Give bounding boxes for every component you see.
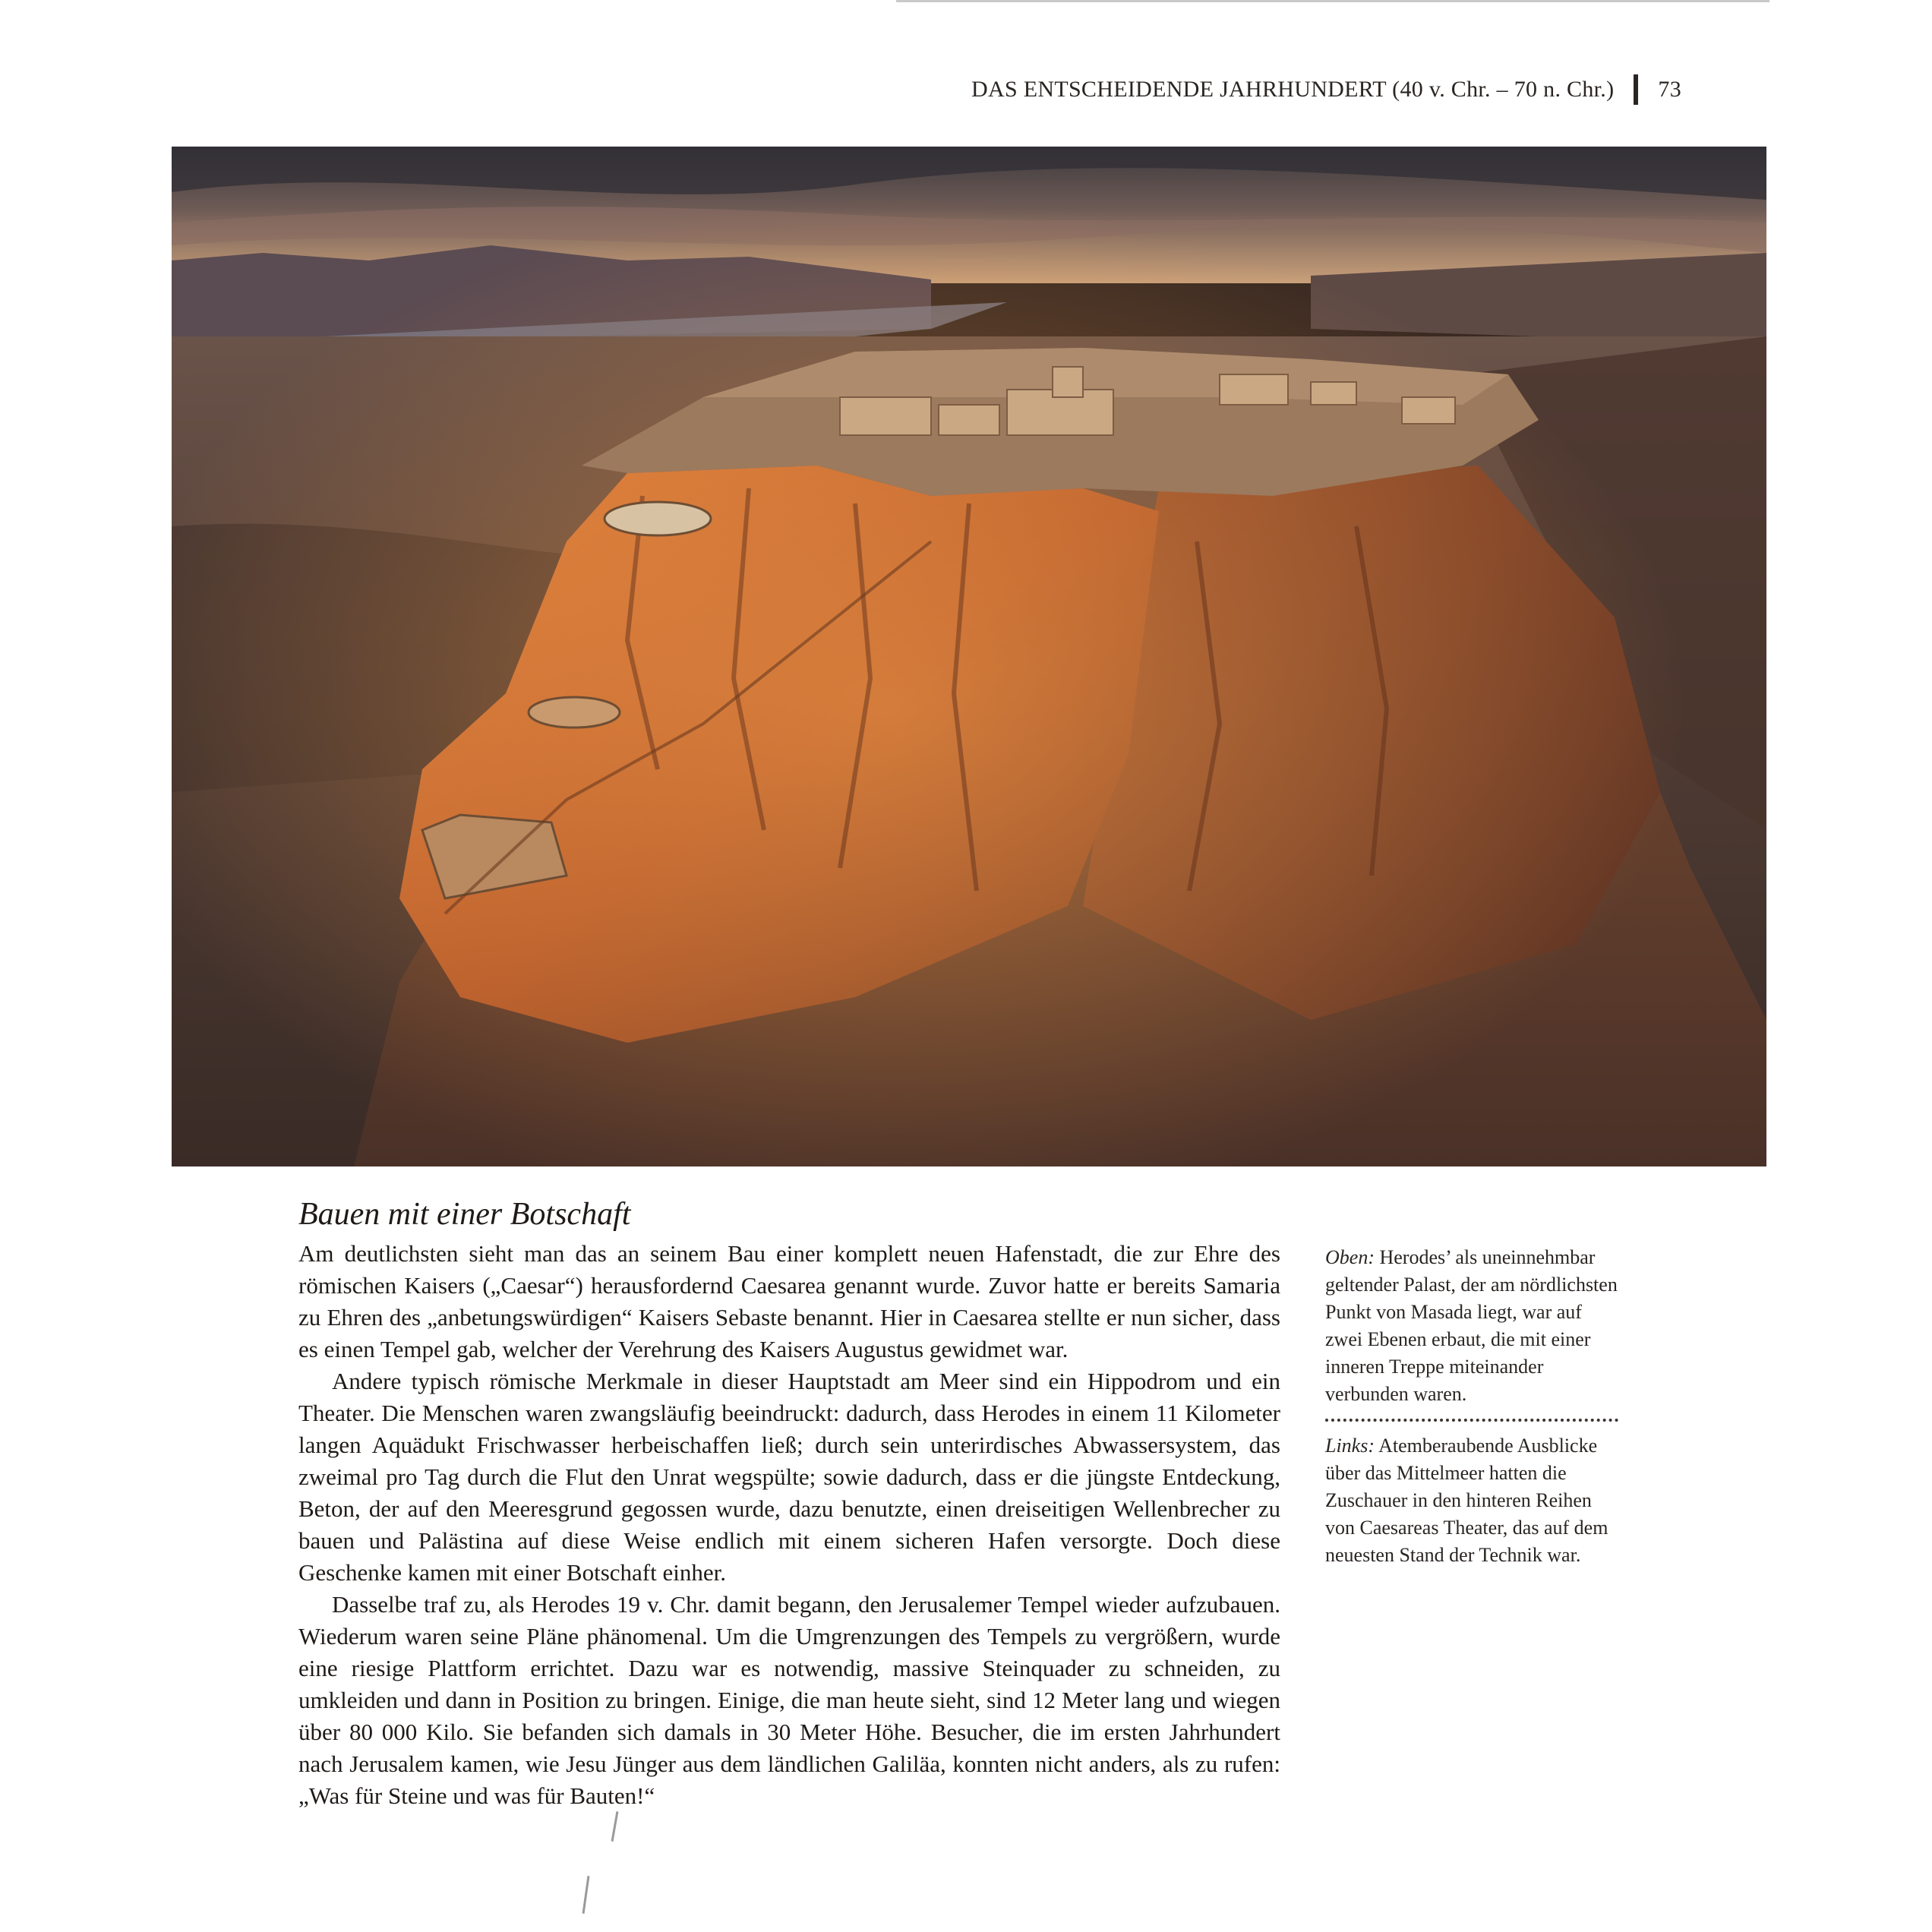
running-header bbox=[971, 74, 1681, 105]
header-separator bbox=[1634, 74, 1638, 105]
masada-aerial-photo bbox=[172, 147, 1766, 1166]
body-paragraph-1: Am deutlichsten sieht man das an seinem Bau einer komplett neuen Hafenstadt, die zur Ehre des römischen Kaisers („Caesar“) herausfordernd Caesarea genannt wurde. Zuvor hatte er bereits Samaria zu Ehren des „anbetungswürdigen“ Kaisers Sebaste benannt. Hier in Caesarea stellte er nun sicher, dass es einen Tempel gab, welcher der Verehrung des Kaisers Augustus gewidmet war. bbox=[298, 1240, 1280, 1362]
caption-left bbox=[1325, 1432, 1618, 1569]
caption-top-lead: Oben: bbox=[1325, 1246, 1375, 1268]
article-body bbox=[298, 1238, 1280, 1812]
caption-left-lead: Links: bbox=[1325, 1435, 1375, 1457]
scan-artifact bbox=[582, 1876, 590, 1914]
body-paragraph-3: Dasselbe traf zu, als Herodes 19 v. Chr. damit begann, den Jerusalemer Tempel wieder aufzubauen. Wiederum waren seine Pläne phänomenal. Um die Umgrenzungen des Tempels zu vergrößern, wurde eine riesige Plattform errichtet. Dazu war es notwendig, massive Steinquader zu schneiden, zu umkleiden und dann in Position zu bringen. Einige, die man heute sieht, sind 12 Meter lang und wiegen über 80 000 Kilo. Sie befanden sich damals in 30 Meter Höhe. Besucher, die im ersten Jahrhundert nach Jerusalem kamen, wie Jesu Jünger aus dem ländlichen Galiläa, konnten nicht anders, als zu rufen: „Was für Steine und was für Bauten!“ bbox=[298, 1591, 1280, 1809]
page-number: 73 bbox=[1658, 77, 1681, 102]
caption-top-text: Herodes’ als uneinnehmbar geltender Palast, der am nördlichsten Punkt von Masada liegt, war auf zwei Ebenen erbaut, die mit einer inneren Treppe miteinander verbunden waren. bbox=[1325, 1246, 1618, 1405]
top-edge-rule bbox=[896, 0, 1769, 2]
scan-artifact bbox=[611, 1811, 619, 1842]
body-paragraph-2: Andere typisch römische Merkmale in dieser Hauptstadt am Meer sind ein Hippodrom und ein Theater. Die Menschen waren zwangsläufig beeindruckt: dadurch, dass Herodes in einem 11 Kilometer langen Aquädukt Frischwasser herbeischaffen ließ; durch sein unterirdisches Abwassersystem, das zweimal pro Tag durch die Flut den Unrat wegspülte; sowie dadurch, dass er die jüngste Entdeckung, Beton, der auf den Meeresgrund gegossen wurde, dazu benutzte, einen dreiseitigen Wellenbrecher zu bauen und Palästina auf diese Weise endlich mit einem sicheren Hafen versorgte. Doch diese Geschenke kamen mit einer Botschaft einher. bbox=[298, 1368, 1280, 1586]
caption-divider bbox=[1325, 1419, 1618, 1422]
caption-top bbox=[1325, 1244, 1618, 1408]
section-heading: Bauen mit einer Botschaft bbox=[298, 1197, 631, 1232]
caption-column bbox=[1325, 1244, 1618, 1569]
caption-left-text: Atemberaubende Ausblicke über das Mittelmeer hatten die Zuschauer in den hinteren Reihen von Caesareas Theater, das auf dem neuesten Stand der Technik war. bbox=[1325, 1435, 1608, 1566]
running-title: DAS ENTSCHEIDENDE JAHRHUNDERT (40 v. Chr. – 70 n. Chr.) bbox=[971, 77, 1615, 102]
